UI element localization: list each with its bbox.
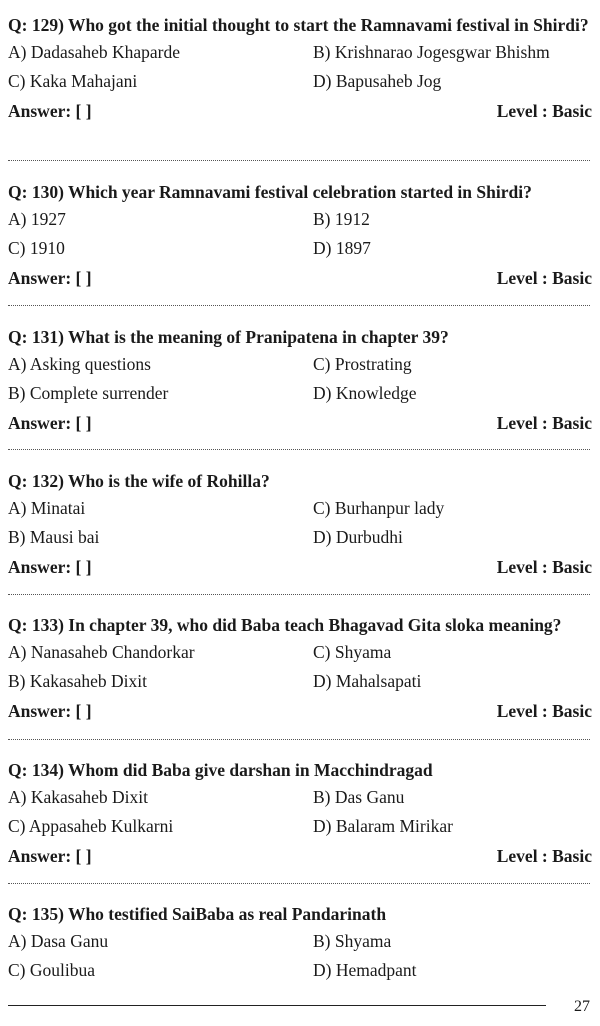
level-label: Level : Basic (496, 557, 592, 577)
option: D) Balaram Mirikar (313, 816, 453, 836)
answer-label: Answer: [ ] (8, 557, 92, 577)
answer-label: Answer: [ ] (8, 846, 92, 866)
footer-rule (8, 1005, 546, 1006)
answer-label: Answer: [ ] (8, 101, 92, 121)
level-label: Level : Basic (496, 846, 592, 866)
options-grid (8, 783, 592, 841)
question-block (8, 326, 592, 434)
options-grid (8, 927, 592, 985)
dotted-separator (8, 594, 590, 595)
option: D) Hemadpant (313, 960, 417, 980)
question-text: Q: 129) Who got the initial thought to start the Ramnavami festival in Shirdi? (8, 15, 589, 35)
answer-label: Answer: [ ] (8, 701, 92, 721)
answer-row (8, 845, 592, 867)
dotted-separator (8, 160, 590, 161)
dotted-separator (8, 305, 590, 306)
option: B) Krishnarao Jogesgwar Bhishm (313, 42, 550, 62)
question-text: Q: 134) Whom did Baba give darshan in Macchindragad (8, 760, 433, 780)
level-label: Level : Basic (496, 701, 592, 721)
option: B) Complete surrender (8, 383, 169, 403)
answer-row (8, 100, 592, 122)
question-block (8, 759, 592, 867)
option: A) Asking questions (8, 354, 151, 374)
answer-label: Answer: [ ] (8, 268, 92, 288)
answer-row (8, 700, 592, 722)
question-block (8, 470, 592, 578)
option: C) Prostrating (313, 354, 412, 374)
answer-label: Answer: [ ] (8, 413, 92, 433)
question-block (8, 903, 592, 985)
option: C) Appasaheb Kulkarni (8, 816, 174, 836)
option: B) 1912 (313, 209, 370, 229)
question-block (8, 614, 592, 722)
level-label: Level : Basic (496, 413, 592, 433)
option: A) Kakasaheb Dixit (8, 787, 148, 807)
question-text: Q: 132) Who is the wife of Rohilla? (8, 471, 270, 491)
options-grid (8, 350, 592, 408)
answer-row (8, 556, 592, 578)
options-grid (8, 205, 592, 263)
option: B) Shyama (313, 931, 392, 951)
options-grid (8, 38, 592, 96)
option: D) Durbudhi (313, 527, 403, 547)
options-grid (8, 638, 592, 696)
option: C) Shyama (313, 642, 392, 662)
dotted-separator (8, 883, 590, 884)
question-text: Q: 133) In chapter 39, who did Baba teach Bhagavad Gita sloka meaning? (8, 615, 562, 635)
option: A) 1927 (8, 209, 66, 229)
option: C) Kaka Mahajani (8, 71, 138, 91)
option: A) Minatai (8, 498, 86, 518)
question-block (8, 14, 592, 122)
answer-row (8, 267, 592, 289)
dotted-separator (8, 449, 590, 450)
option: A) Dadasaheb Khaparde (8, 42, 181, 62)
option: B) Mausi bai (8, 527, 100, 547)
option: D) Knowledge (313, 383, 417, 403)
question-text: Q: 130) Which year Ramnavami festival celebration started in Shirdi? (8, 182, 532, 202)
option: A) Nanasaheb Chandorkar (8, 642, 195, 662)
options-grid (8, 494, 592, 552)
option: C) 1910 (8, 238, 65, 258)
option: D) Bapusaheb Jog (313, 71, 442, 91)
question-block (8, 181, 592, 289)
level-label: Level : Basic (496, 268, 592, 288)
option: C) Burhanpur lady (313, 498, 445, 518)
option: C) Goulibua (8, 960, 96, 980)
option: B) Kakasaheb Dixit (8, 671, 147, 691)
option: D) 1897 (313, 238, 371, 258)
question-text: Q: 131) What is the meaning of Pranipatena in chapter 39? (8, 327, 449, 347)
answer-row (8, 412, 592, 434)
question-text: Q: 135) Who testified SaiBaba as real Pandarinath (8, 904, 387, 924)
dotted-separator (8, 739, 590, 740)
page-number: 27 (574, 998, 590, 1015)
option: A) Dasa Ganu (8, 931, 109, 951)
option: B) Das Ganu (313, 787, 405, 807)
level-label: Level : Basic (496, 101, 592, 121)
option: D) Mahalsapati (313, 671, 422, 691)
